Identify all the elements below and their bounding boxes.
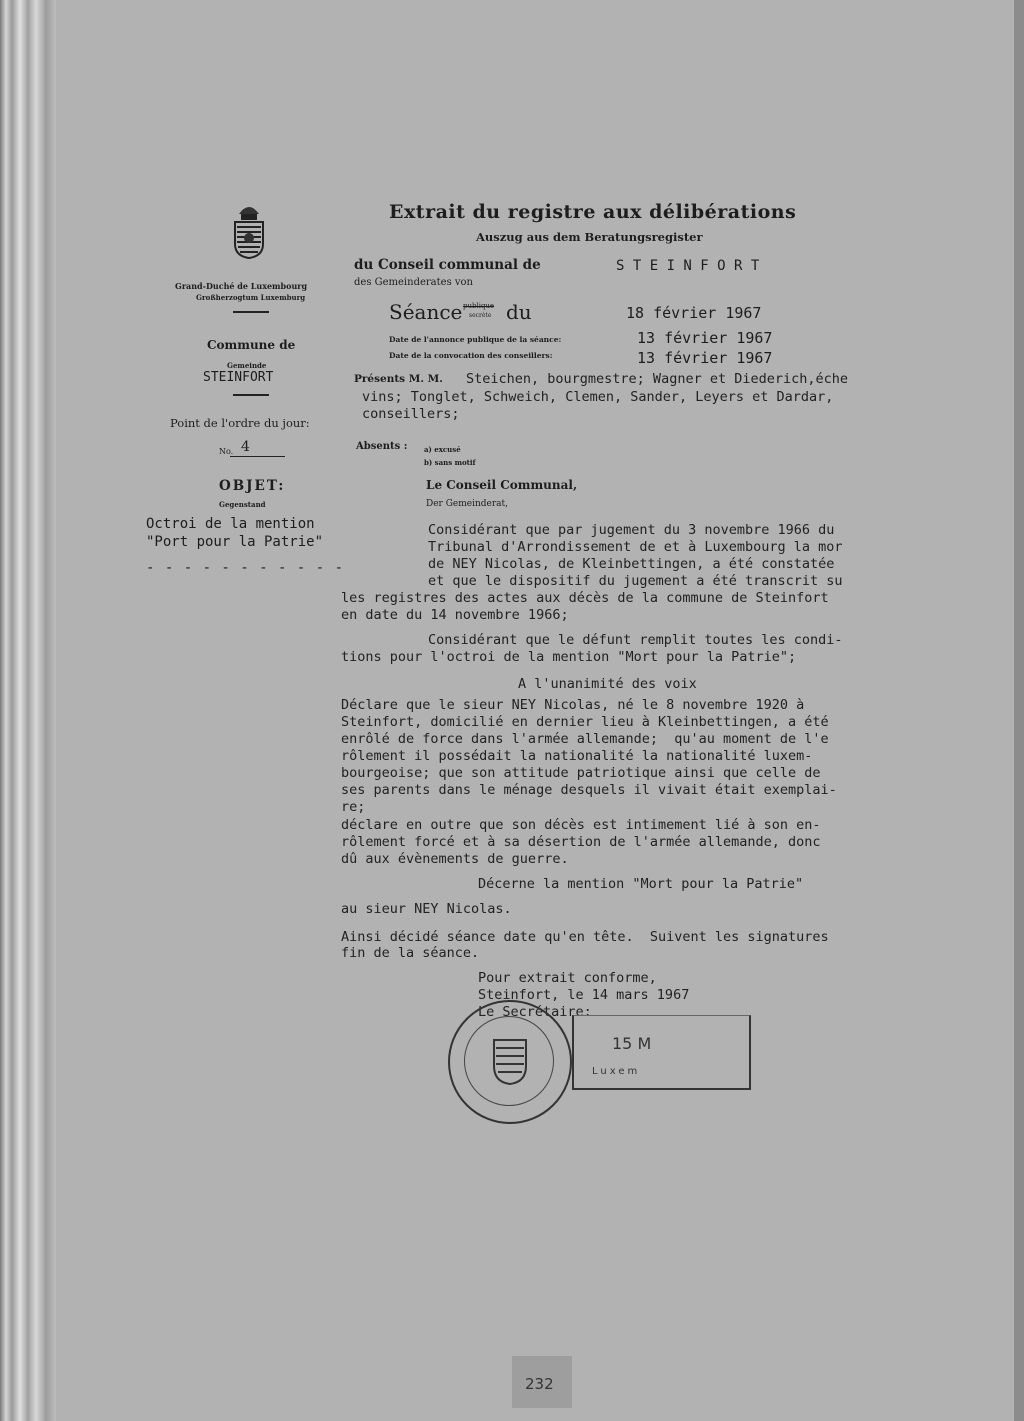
date-stamp-date: 15 M	[612, 1034, 652, 1053]
country-fr: Grand-Duché de Luxembourg	[175, 281, 308, 291]
country-de: Großherzogtum Luxemburg	[196, 293, 306, 302]
council-line-fr: du Conseil communal de	[354, 257, 541, 273]
commune-name-typed: S T E I N F O R T	[616, 258, 760, 274]
absents-label: Absents :	[356, 441, 408, 452]
closing-line-3: Le Secrétaire:	[478, 1004, 592, 1020]
commune-name: STEINFORT	[203, 370, 274, 385]
ainsi-line-2: fin de la séance.	[341, 945, 480, 961]
unanimite: A l'unanimité des voix	[518, 676, 697, 692]
para-3-line-7: re;	[341, 799, 366, 815]
para-1-line-4: et que le dispositif du jugement a été transcrit su	[428, 573, 843, 589]
para-3-line-3: enrôlé de force dans l'armée allemande; qu'au moment de l'e	[341, 731, 829, 747]
objet-label: OBJET:	[219, 478, 286, 494]
para-2-line-2: tions pour l'octroi de la mention "Mort pour la Patrie";	[341, 649, 797, 665]
para-1-line-5: les registres des actes aux décès de la commune de Steinfort	[341, 590, 829, 606]
objet-dashes: - - - - - - - - - - -	[146, 560, 345, 576]
council-heading-de: Der Gemeinderat,	[426, 499, 508, 509]
coat-of-arms-icon	[231, 200, 267, 260]
para-1-line-3: de NEY Nicolas, de Kleinbettingen, a été constatée	[428, 556, 835, 572]
absents-excused: a) excusé	[424, 445, 461, 454]
para-3-line-1: Déclare que le sieur NEY Nicolas, né le 8 novembre 1920 à	[341, 697, 805, 713]
announce-date: 13 février 1967	[637, 329, 773, 347]
seal-crest-icon	[490, 1036, 530, 1086]
commune-label-de: Gemeinde	[227, 361, 267, 370]
closing-line-1: Pour extrait conforme,	[478, 970, 657, 986]
agenda-underline	[230, 456, 285, 457]
document-title: Extrait du registre aux délibérations	[389, 201, 797, 223]
convocation-date: 13 février 1967	[637, 349, 773, 367]
para-1-line-2: Tribunal d'Arrondissement de et à Luxembourg la mor	[428, 539, 843, 555]
seance-du: du	[506, 300, 532, 324]
objet-label-de: Gegenstand	[219, 500, 266, 509]
commune-label: Commune de	[207, 338, 296, 352]
para-3-line-6: ses parents dans le ménage desquels il vivait était exemplai-	[341, 782, 837, 798]
divider	[233, 311, 269, 313]
seance-struck-word: publique	[463, 302, 495, 310]
agenda-no-value: 4	[241, 439, 250, 455]
presents-line-2: vins; Tonglet, Schweich, Clemen, Sander, Leyers et Dardar,	[362, 389, 834, 405]
presents-line-3: conseillers;	[362, 406, 460, 422]
para-4-line-3: dû aux évènements de guerre.	[341, 851, 569, 867]
para-3-line-5: bourgeoise; que son attitude patriotique ainsi que celle de	[341, 765, 821, 781]
para-4-line-1: déclare en outre que son décès est intimement lié à son en-	[341, 817, 821, 833]
presents-label: Présents M. M.	[354, 373, 443, 385]
page-number: 232	[525, 1375, 554, 1393]
seance-date: 18 février 1967	[626, 304, 762, 322]
para-2-line-1: Considérant que le défunt remplit toutes les condi-	[428, 632, 843, 648]
council-line-de: des Gemeinderates von	[354, 277, 473, 288]
seance-label: Séance	[389, 300, 463, 324]
announce-label: Date de l'annonce publique de la séance:	[389, 335, 562, 344]
date-stamp-place: Luxem	[592, 1066, 641, 1077]
book-binding	[0, 0, 60, 1421]
para-1-line-1: Considérant que par jugement du 3 novembre 1966 du	[428, 522, 835, 538]
commune-seal	[448, 1000, 572, 1124]
au-sieur: au sieur NEY Nicolas.	[341, 901, 512, 917]
ainsi-line-1: Ainsi décidé séance date qu'en tête. Suivent les signatures	[341, 929, 829, 945]
document-subtitle: Auszug aus dem Beratungsregister	[476, 230, 703, 244]
seance-alt-word: secrète	[469, 312, 492, 319]
closing-line-2: Steinfort, le 14 mars 1967	[478, 987, 690, 1003]
objet-line-1: Octroi de la mention	[146, 516, 315, 532]
para-3-line-4: rôlement il possédait la nationalité la nationalité luxem-	[341, 748, 813, 764]
agenda-no-label: No.	[219, 447, 234, 456]
agenda-label: Point de l'ordre du jour:	[170, 416, 310, 430]
absents-no-reason: b) sans motif	[424, 458, 476, 467]
convocation-label: Date de la convocation des conseillers:	[389, 351, 553, 360]
decerne: Décerne la mention "Mort pour la Patrie"	[478, 876, 804, 892]
date-stamp	[572, 1015, 751, 1090]
presents-line-1: Steichen, bourgmestre; Wagner et Diederich,éche	[466, 371, 849, 387]
objet-line-2: "Port pour la Patrie"	[146, 534, 324, 550]
council-heading: Le Conseil Communal,	[426, 478, 578, 492]
para-3-line-2: Steinfort, domicilié en dernier lieu à Kleinbettingen, a été	[341, 714, 829, 730]
para-1-line-6: en date du 14 novembre 1966;	[341, 607, 569, 623]
page-edge	[1014, 0, 1024, 1421]
para-4-line-2: rôlement forcé et à sa désertion de l'armée allemande, donc	[341, 834, 821, 850]
divider	[233, 394, 269, 396]
